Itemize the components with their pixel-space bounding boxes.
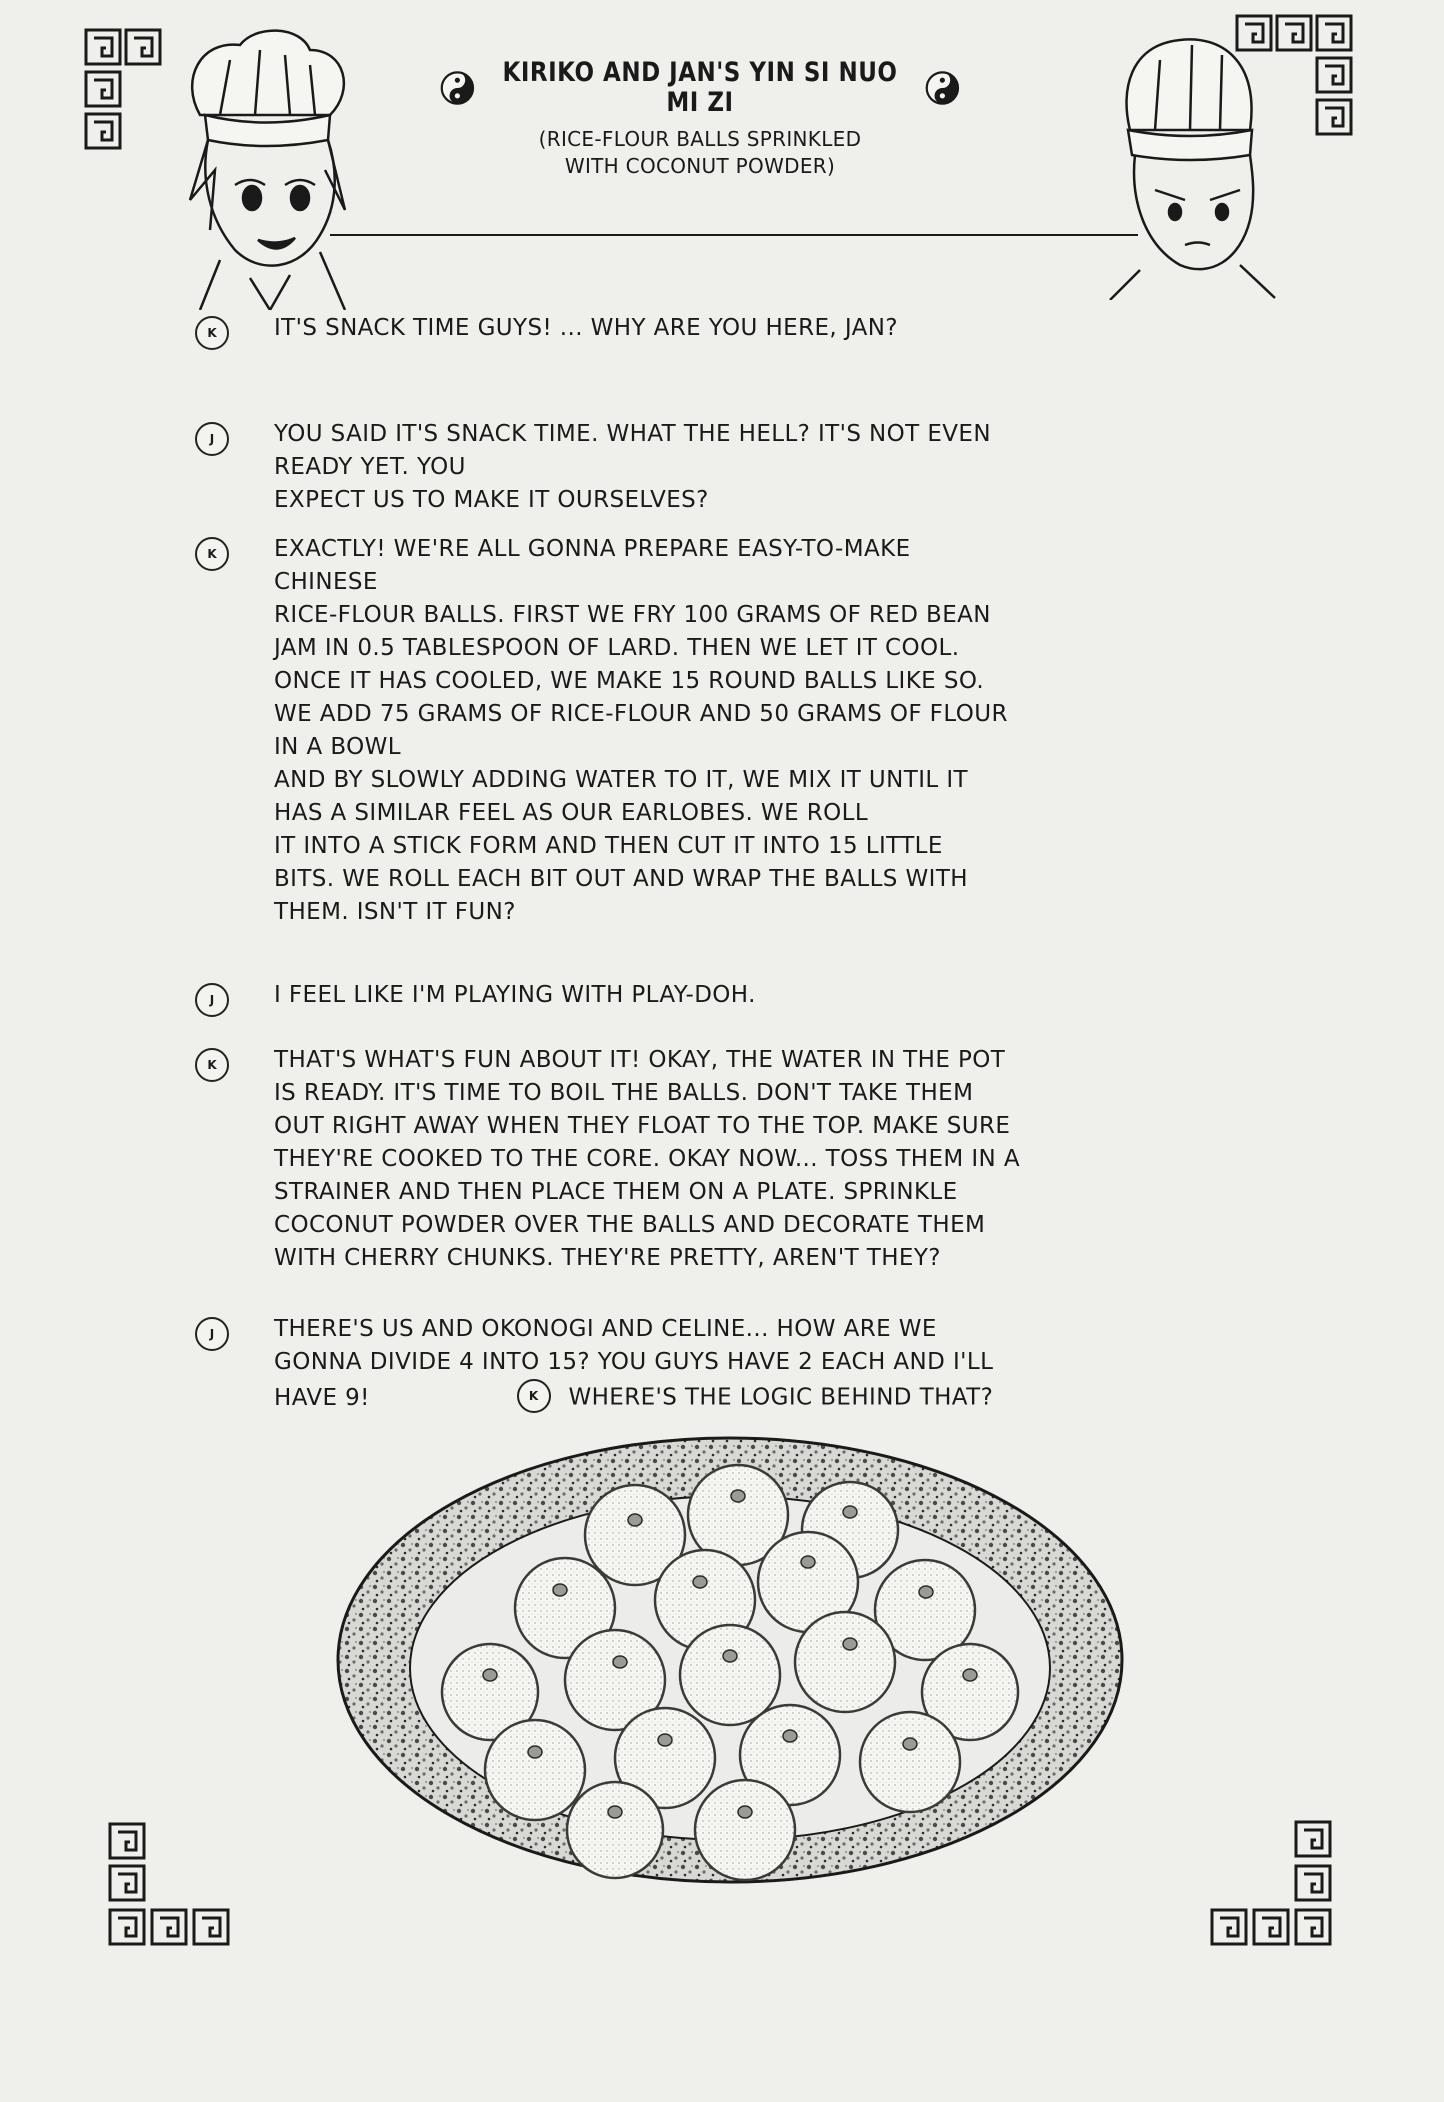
dialogue-line: IS READY. IT'S TIME TO BOIL THE BALLS. DON'T TAKE THEM <box>274 1080 974 1106</box>
fret-ornament-top-left <box>84 28 164 158</box>
dialogue-line: JAM IN 0.5 TABLESPOON OF LARD. THEN WE LET IT COOL. <box>274 635 960 661</box>
dialogue-text <box>274 533 1074 929</box>
dialogue-line: RICE-FLOUR BALLS. FIRST WE FRY 100 GRAMS OF RED BEAN <box>274 602 991 628</box>
dialogue-entry <box>195 418 1074 517</box>
fret-ornament-bottom-right <box>1206 1820 1336 1954</box>
dialogue-line: THEY'RE COOKED TO THE CORE. OKAY NOW... TOSS THEM IN A <box>274 1146 1020 1172</box>
header-divider <box>330 234 1138 236</box>
dialogue-entry <box>195 979 1074 1017</box>
dialogue-line: IT'S SNACK TIME GUYS! ... WHY ARE YOU HERE, JAN? <box>274 315 898 341</box>
jan-chef-illustration <box>1100 30 1280 300</box>
dialogue-text <box>274 418 1074 517</box>
dialogue-text <box>274 1044 1074 1275</box>
subtitle-line: WITH COCONUT POWDER) <box>564 154 836 178</box>
dialogue-line: BITS. WE ROLL EACH BIT OUT AND WRAP THE BALLS WITH <box>274 866 968 892</box>
dialogue-fragment: HAVE 9! <box>274 1384 370 1411</box>
recipe-header <box>440 58 960 180</box>
dialogue-line: CHINESE <box>274 569 378 595</box>
fret-ornament-bottom-left <box>108 1822 238 1954</box>
dialogue-text <box>274 312 1074 350</box>
dialogue-text <box>274 979 1074 1017</box>
speaker-badge: J <box>195 983 229 1017</box>
dialogue-fragment: WHERE'S THE LOGIC BEHIND THAT? <box>568 1384 994 1411</box>
speaker-badge: J <box>195 1317 229 1351</box>
dialogue-line <box>274 1379 1074 1417</box>
speaker-badge: K <box>195 537 229 571</box>
dialogue-line: OUT RIGHT AWAY WHEN THEY FLOAT TO THE TOP. MAKE SURE <box>274 1113 1011 1139</box>
dialogue-line: IT INTO A STICK FORM AND THEN CUT IT INTO 15 LITTLE <box>274 833 943 859</box>
dialogue-line: THERE'S US AND OKONOGI AND CELINE... HOW ARE WE <box>274 1316 937 1342</box>
dialogue-line: THEM. ISN'T IT FUN? <box>274 899 516 925</box>
kiriko-chef-illustration <box>160 20 360 310</box>
dialogue-entry <box>195 1044 1074 1275</box>
dialogue-line: IN A BOWL <box>274 734 401 760</box>
dialogue-line: STRAINER AND THEN PLACE THEM ON A PLATE. SPRINKLE <box>274 1179 958 1205</box>
dialogue-line: ONCE IT HAS COOLED, WE MAKE 15 ROUND BALLS LIKE SO. <box>274 668 985 694</box>
dialogue-line: READY YET. YOU <box>274 454 466 480</box>
dialogue-entry <box>195 533 1074 929</box>
dialogue-entry <box>195 1313 1074 1417</box>
dialogue-line: AND BY SLOWLY ADDING WATER TO IT, WE MIX IT UNTIL IT <box>274 767 968 793</box>
speaker-badge: J <box>195 422 229 456</box>
dialogue-line: COCONUT POWDER OVER THE BALLS AND DECORATE THEM <box>274 1212 986 1238</box>
dialogue-line: GONNA DIVIDE 4 INTO 15? YOU GUYS HAVE 2 EACH AND I'LL <box>274 1349 994 1375</box>
subtitle-line: (RICE-FLOUR BALLS SPRINKLED <box>538 127 862 151</box>
dialogue-line: WITH CHERRY CHUNKS. THEY'RE PRETTY, AREN'T THEY? <box>274 1245 941 1271</box>
speaker-badge: K <box>195 316 229 350</box>
dialogue-entry <box>195 312 1074 350</box>
dialogue-line: THAT'S WHAT'S FUN ABOUT IT! OKAY, THE WATER IN THE POT <box>274 1047 1006 1073</box>
speaker-badge: K <box>195 1048 229 1082</box>
speaker-badge: K <box>517 1379 551 1413</box>
recipe-title: KIRIKO AND JAN'S YIN SI NUO MI ZI <box>502 58 898 118</box>
dialogue-line: HAS A SIMILAR FEEL AS OUR EARLOBES. WE ROLL <box>274 800 869 826</box>
dialogue-line: WE ADD 75 GRAMS OF RICE-FLOUR AND 50 GRAMS OF FLOUR <box>274 701 1008 727</box>
recipe-subtitle <box>440 126 960 180</box>
title-row <box>440 58 960 118</box>
rice-ball-plate-illustration <box>330 1430 1130 1890</box>
yin-yang-icon <box>925 69 960 107</box>
dialogue-line: EXPECT US TO MAKE IT OURSELVES? <box>274 487 709 513</box>
dialogue-text <box>274 1313 1074 1417</box>
dialogue-line: YOU SAID IT'S SNACK TIME. WHAT THE HELL? IT'S NOT EVEN <box>274 421 991 447</box>
dialogue-line: I FEEL LIKE I'M PLAYING WITH PLAY-DOH. <box>274 982 756 1008</box>
dialogue-line: EXACTLY! WE'RE ALL GONNA PREPARE EASY-TO-MAKE <box>274 536 911 562</box>
yin-yang-icon <box>440 69 475 107</box>
